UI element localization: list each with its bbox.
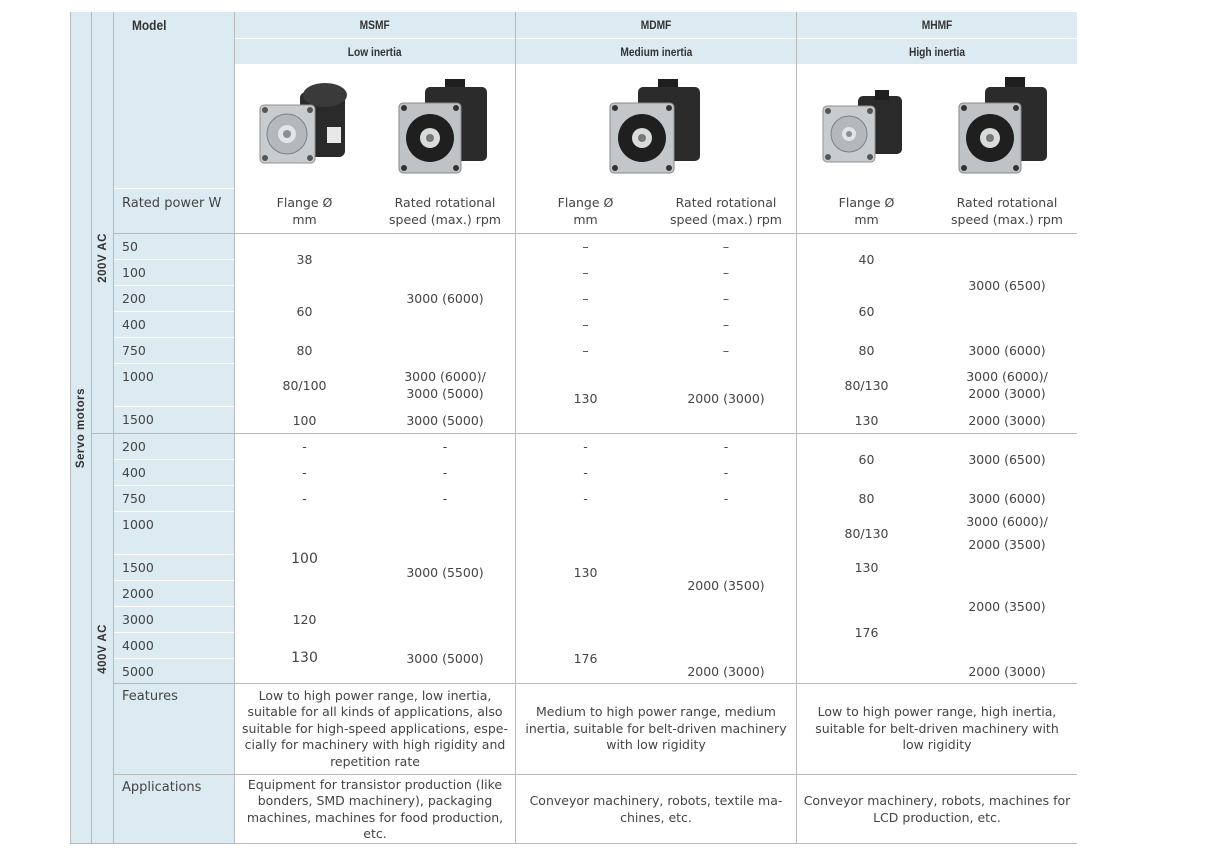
mdmf-flange-dash: –: [516, 260, 655, 285]
mhmf-speed-1500: 2000 (3000): [937, 407, 1077, 433]
mdmf4-speed-dash: -: [656, 460, 796, 485]
divider: [515, 12, 516, 844]
power-200-1000: 1000: [114, 364, 234, 406]
mdmf4-speed-dash: -: [656, 486, 796, 511]
applications-label-cell: Applications: [114, 775, 234, 844]
mhmf4-flange-80: 80: [797, 486, 936, 511]
voltage-400-cell: [92, 434, 113, 844]
features-label-cell: Features: [114, 684, 234, 774]
divider: [234, 12, 235, 844]
divider: [113, 12, 114, 844]
power-400-1500: 1500: [114, 555, 234, 580]
servo-motors-cell: [70, 12, 91, 844]
mhmf-flange-header: Flange Ø mm: [797, 189, 936, 233]
voltage-200-label: 200V AC: [96, 233, 109, 283]
mhmf-speed-header: Rated rotational speed (max.) rpm: [937, 189, 1077, 233]
power-400-1000: 1000: [114, 512, 234, 554]
mhmf4-flange-60: 60: [797, 434, 936, 485]
power-200-400: 400: [114, 312, 234, 337]
mdmf-flange-dash: –: [516, 234, 655, 259]
msmf-flange-header: Flange Ø mm: [235, 189, 374, 233]
mhmf-speed-750: 3000 (6000): [937, 338, 1077, 363]
mdmf-header: MDMF: [516, 12, 796, 38]
msmf-speed-1000: 3000 (6000)/ 3000 (5000): [375, 364, 515, 406]
mhmf-flange-80: 80: [797, 338, 936, 363]
mhmf4-flange-80-130: 80/130: [797, 512, 936, 554]
rated-power-header: Rated power W: [114, 189, 234, 233]
mdmf-speed-dash: –: [656, 286, 796, 311]
msmf-inertia: Low inertia: [235, 39, 515, 64]
msmf4-speed-5500: 3000 (5500): [375, 512, 515, 632]
mhmf-speed-3000-6500: 3000 (6500): [937, 234, 1077, 337]
power-400-200: 200: [114, 434, 234, 459]
mdmf-speed-dash: –: [656, 312, 796, 337]
mhmf4-speed-3500: 2000 (3500): [937, 555, 1077, 658]
mdmf-applications: Conveyor machinery, robots, textile ma-chines, etc.: [516, 775, 796, 844]
mhmf-flange-40: 40: [797, 234, 936, 285]
servo-motor-msmf-large-image: [395, 73, 495, 181]
mhmf-applications: Conveyor machinery, robots, machines for LCD production, etc.: [797, 775, 1077, 844]
mdmf-speed-dash: –: [656, 234, 796, 259]
mhmf-image-cell: [797, 65, 1077, 188]
power-400-750: 750: [114, 486, 234, 511]
servo-motor-msmf-small-image: [255, 77, 355, 177]
msmf4-speed-5000: 3000 (5000): [375, 633, 515, 683]
mhmf4-flange-130: 130: [797, 555, 936, 580]
msmf-flange-38: 38: [235, 234, 374, 285]
msmf-flange-80: 80: [235, 338, 374, 363]
msmf-speed-1500: 3000 (5000): [375, 407, 515, 433]
msmf4-flange-130: 130: [235, 633, 374, 683]
mdmf-inertia: Medium inertia: [516, 39, 796, 64]
mhmf-flange-60: 60: [797, 286, 936, 337]
power-400-3000: 3000: [114, 607, 234, 632]
divider: [796, 12, 797, 844]
msmf-header: MSMF: [235, 12, 515, 38]
servo-motor-mhmf-small-image: [820, 82, 910, 172]
divider: [113, 233, 1077, 234]
mdmf-speed-2000-3000: 2000 (3000): [656, 364, 796, 433]
voltage-400-label: 400V AC: [96, 624, 109, 674]
power-200-200: 200: [114, 286, 234, 311]
mdmf-speed-header: Rated rotational speed (max.) rpm: [656, 189, 796, 233]
mhmf4-speed-1000: 3000 (6000)/ 2000 (3500): [937, 512, 1077, 554]
msmf4-speed-dash: -: [375, 486, 515, 511]
msmf4-flange-dash: -: [235, 486, 374, 511]
msmf4-flange-100: 100: [235, 512, 374, 606]
mhmf-flange-130: 130: [797, 407, 936, 433]
divider: [91, 12, 92, 844]
msmf-flange-60: 60: [235, 286, 374, 337]
servo-motor-table: [70, 12, 1077, 844]
power-400-400: 400: [114, 460, 234, 485]
mdmf-speed-dash: –: [656, 338, 796, 363]
power-400-4000: 4000: [114, 633, 234, 658]
msmf-flange-100: 100: [235, 407, 374, 433]
msmf-applications: Equipment for transistor production (like bonders, SMD machinery), packaging machines, machines for food production, etc.: [235, 775, 515, 844]
mdmf-image-cell: [516, 65, 796, 188]
divider: [70, 12, 71, 844]
mdmf4-speed-dash: -: [656, 434, 796, 459]
mhmf4-speed-3000: 2000 (3000): [937, 659, 1077, 683]
power-200-750: 750: [114, 338, 234, 363]
mdmf-features: Medium to high power range, medium inertia, suitable for belt-driven machinery with low rigidity: [516, 684, 796, 774]
msmf4-flange-dash: -: [235, 434, 374, 459]
model-header-cell: [114, 12, 234, 188]
mdmf4-flange-dash: -: [516, 434, 655, 459]
servo-motor-mhmf-large-image: [955, 73, 1055, 181]
msmf4-speed-dash: -: [375, 460, 515, 485]
mhmf-features: Low to high power range, high inertia, suitable for belt-driven machinery with low rigidity: [797, 684, 1077, 774]
msmf-image-cell: [235, 65, 515, 188]
mdmf4-flange-dash: -: [516, 486, 655, 511]
divider: [113, 774, 1077, 775]
power-400-2000: 2000: [114, 581, 234, 606]
model-label: Model: [132, 17, 167, 33]
mhmf4-speed-6500: 3000 (6500): [937, 434, 1077, 485]
msmf-features: Low to high power range, low inertia, suitable for all kinds of applications, also suitable for high-speed applications, espe-cially for machinery with high rigidity and repetition rate: [235, 684, 515, 774]
mdmf-flange-dash: –: [516, 338, 655, 363]
mdmf4-flange-176: 176: [516, 633, 655, 683]
mdmf4-speed-3500: 2000 (3500): [656, 512, 796, 658]
mhmf-flange-80-130: 80/130: [797, 364, 936, 406]
msmf4-flange-120: 120: [235, 607, 374, 632]
mdmf4-flange-dash: -: [516, 460, 655, 485]
power-200-50: 50: [114, 234, 234, 259]
msmf-flange-80-100: 80/100: [235, 364, 374, 406]
mhmf-speed-1000: 3000 (6000)/ 2000 (3000): [937, 364, 1077, 406]
msmf4-flange-dash: -: [235, 460, 374, 485]
msmf-speed-header: Rated rotational speed (max.) rpm: [375, 189, 515, 233]
mdmf4-flange-130: 130: [516, 512, 655, 632]
msmf4-speed-dash: -: [375, 434, 515, 459]
mhmf-header: MHMF: [797, 12, 1077, 38]
mdmf-speed-dash: –: [656, 260, 796, 285]
msmf-speed-3000-6000: 3000 (6000): [375, 234, 515, 363]
mdmf4-speed-3000: 2000 (3000): [656, 659, 796, 683]
mdmf-flange-dash: –: [516, 312, 655, 337]
servo-motor-mdmf-image: [606, 73, 706, 181]
voltage-200-cell: [92, 12, 113, 433]
mdmf-flange-dash: –: [516, 286, 655, 311]
mdmf-flange-130: 130: [516, 364, 655, 433]
mhmf4-flange-176: 176: [797, 581, 936, 683]
servo-motors-label: Servo motors: [74, 387, 87, 469]
mhmf-inertia: High inertia: [797, 39, 1077, 64]
mdmf-flange-header: Flange Ø mm: [516, 189, 655, 233]
mhmf4-speed-6000: 3000 (6000): [937, 486, 1077, 511]
divider: [91, 433, 1077, 434]
power-400-5000: 5000: [114, 659, 234, 683]
power-200-100: 100: [114, 260, 234, 285]
divider: [70, 843, 1077, 844]
power-200-1500: 1500: [114, 407, 234, 433]
divider: [113, 683, 1077, 684]
